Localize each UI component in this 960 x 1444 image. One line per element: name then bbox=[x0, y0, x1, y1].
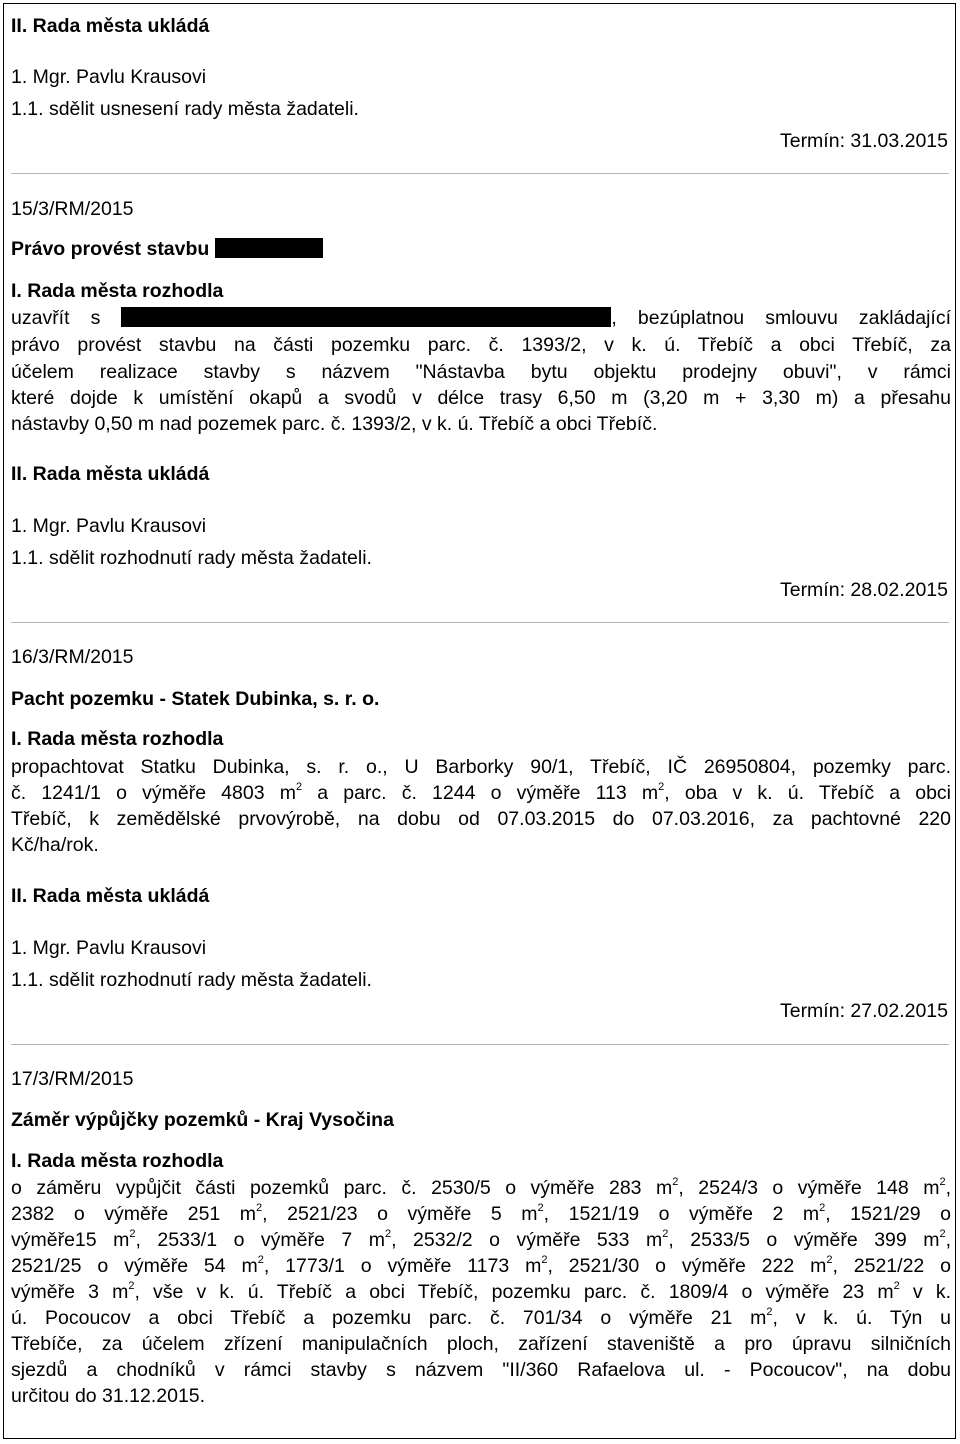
divider bbox=[11, 173, 949, 174]
resolution-number: 17/3/RM/2015 bbox=[11, 1068, 134, 1090]
paragraph-line: výměře 3 $m^2$, vše v k. ú. Třebíč a obci Třebíč, pozemku parc. č. 1809/4 o výměře 23 $m^2$ v k. bbox=[11, 1279, 951, 1303]
paragraph-line: které dojde k umístění okapů a svodů v délce trasy 6,50 m (3,20 m + 3,30 m) a přesahu bbox=[11, 387, 951, 409]
redaction-block bbox=[121, 307, 611, 327]
task-text: 1.1. sdělit rozhodnutí rady města žadateli. bbox=[11, 969, 372, 991]
task-text: 1.1. sdělit rozhodnutí rady města žadateli. bbox=[11, 547, 372, 569]
paragraph-line: určitou do 31.12.2015. bbox=[11, 1385, 206, 1407]
paragraph-line: nástavby 0,50 m nad pozemek parc. č. 1393/2, v k. ú. Třebíč a obci Třebíč. bbox=[11, 413, 658, 435]
paragraph-line: právo provést stavbu na části pozemku parc. č. 1393/2, v k. ú. Třebíč a obci Třebíč, za bbox=[11, 334, 951, 356]
deadline: Termín: 31.03.2015 bbox=[779, 130, 948, 152]
divider bbox=[11, 622, 949, 623]
paragraph-line: Kč/ha/rok. bbox=[11, 834, 99, 856]
assignee: 1. Mgr. Pavlu Krausovi bbox=[11, 66, 207, 88]
redaction-block bbox=[215, 238, 323, 258]
paragraph-line: propachtovat Statku Dubinka, s. r. o., U Barborky 90/1, Třebíč, IČ 26950804, pozemky parc. bbox=[11, 756, 951, 778]
paragraph-line: uzavřít s , bezúplatnou smlouvu zakládající bbox=[11, 307, 952, 329]
divider bbox=[11, 1044, 949, 1045]
section-heading-rozhodla: I. Rada města rozhodla bbox=[11, 1150, 224, 1172]
resolution-number: 16/3/RM/2015 bbox=[11, 646, 134, 668]
paragraph-line: 2521/25 o výměře 54 $m^2$, 1773/1 o výměře 1173 $m^2$, 2521/30 o výměře 222 $m^2$, 2521/22 o bbox=[11, 1253, 951, 1277]
deadline: Termín: 28.02.2015 bbox=[779, 579, 948, 601]
paragraph-line: výměře15 $m^2$, 2533/1 o výměře 7 $m^2$, 2532/2 o výměře 533 $m^2$, 2533/5 o výměře 399 $m^2$, bbox=[11, 1227, 952, 1251]
paragraph-line: 2382 o výměře 251 $m^2$, 2521/23 o výměře 5 $m^2$, 1521/19 o výměře 2 $m^2$, 1521/29 o bbox=[11, 1201, 951, 1225]
paragraph-line: Třebíče, za účelem zřízení manipulačních ploch, zařízení staveniště a pro úpravu silničních bbox=[11, 1333, 951, 1355]
assignee: 1. Mgr. Pavlu Krausovi bbox=[11, 937, 207, 959]
section-heading-ulada: II. Rada města ukládá bbox=[11, 15, 210, 37]
section-heading-ulada: II. Rada města ukládá bbox=[11, 463, 210, 485]
deadline: Termín: 27.02.2015 bbox=[779, 1000, 948, 1022]
resolution-title: Záměr výpůjčky pozemků - Kraj Vysočina bbox=[11, 1109, 394, 1131]
paragraph-line: účelem realizace stavby s názvem "Nástavba bytu objektu prodejny obuvi", v rámci bbox=[11, 361, 951, 383]
paragraph-line: č. 1241/1 o výměře 4803 $m^2$ a parc. č. 1244 o výměře 113 $m^2$, oba v k. ú. Třebíč a obci bbox=[11, 780, 951, 804]
resolution-title: Právo provést stavbu bbox=[11, 238, 323, 260]
paragraph-line: o záměru vypůjčit části pozemků parc. č. 2530/5 o výměře 283 $m^2$, 2524/3 o výměře 148 $m^2$, bbox=[11, 1175, 951, 1199]
resolution-number: 15/3/RM/2015 bbox=[11, 198, 134, 220]
assignee: 1. Mgr. Pavlu Krausovi bbox=[11, 515, 207, 537]
section-heading-ulada: II. Rada města ukládá bbox=[11, 885, 210, 907]
section-heading-rozhodla: I. Rada města rozhodla bbox=[11, 280, 224, 302]
resolution-title: Pacht pozemku - Statek Dubinka, s. r. o. bbox=[11, 688, 380, 710]
paragraph-line: ú. Pocoucov a obci Třebíč a pozemku parc. č. 701/34 o výměře 21 $m^2$, v k. ú. Týn u bbox=[11, 1305, 952, 1329]
section-heading-rozhodla: I. Rada města rozhodla bbox=[11, 728, 224, 750]
paragraph-line: Třebíč, k zemědělské prvovýrobě, na dobu od 07.03.2015 do 07.03.2016, za pachtovné 220 bbox=[11, 808, 951, 830]
task-text: 1.1. sdělit usnesení rady města žadateli. bbox=[11, 98, 359, 120]
paragraph-line: sjezdů a chodníků v rámci stavby s názvem "II/360 Rafaelova ul. - Pocoucov", na dobu bbox=[11, 1359, 951, 1381]
